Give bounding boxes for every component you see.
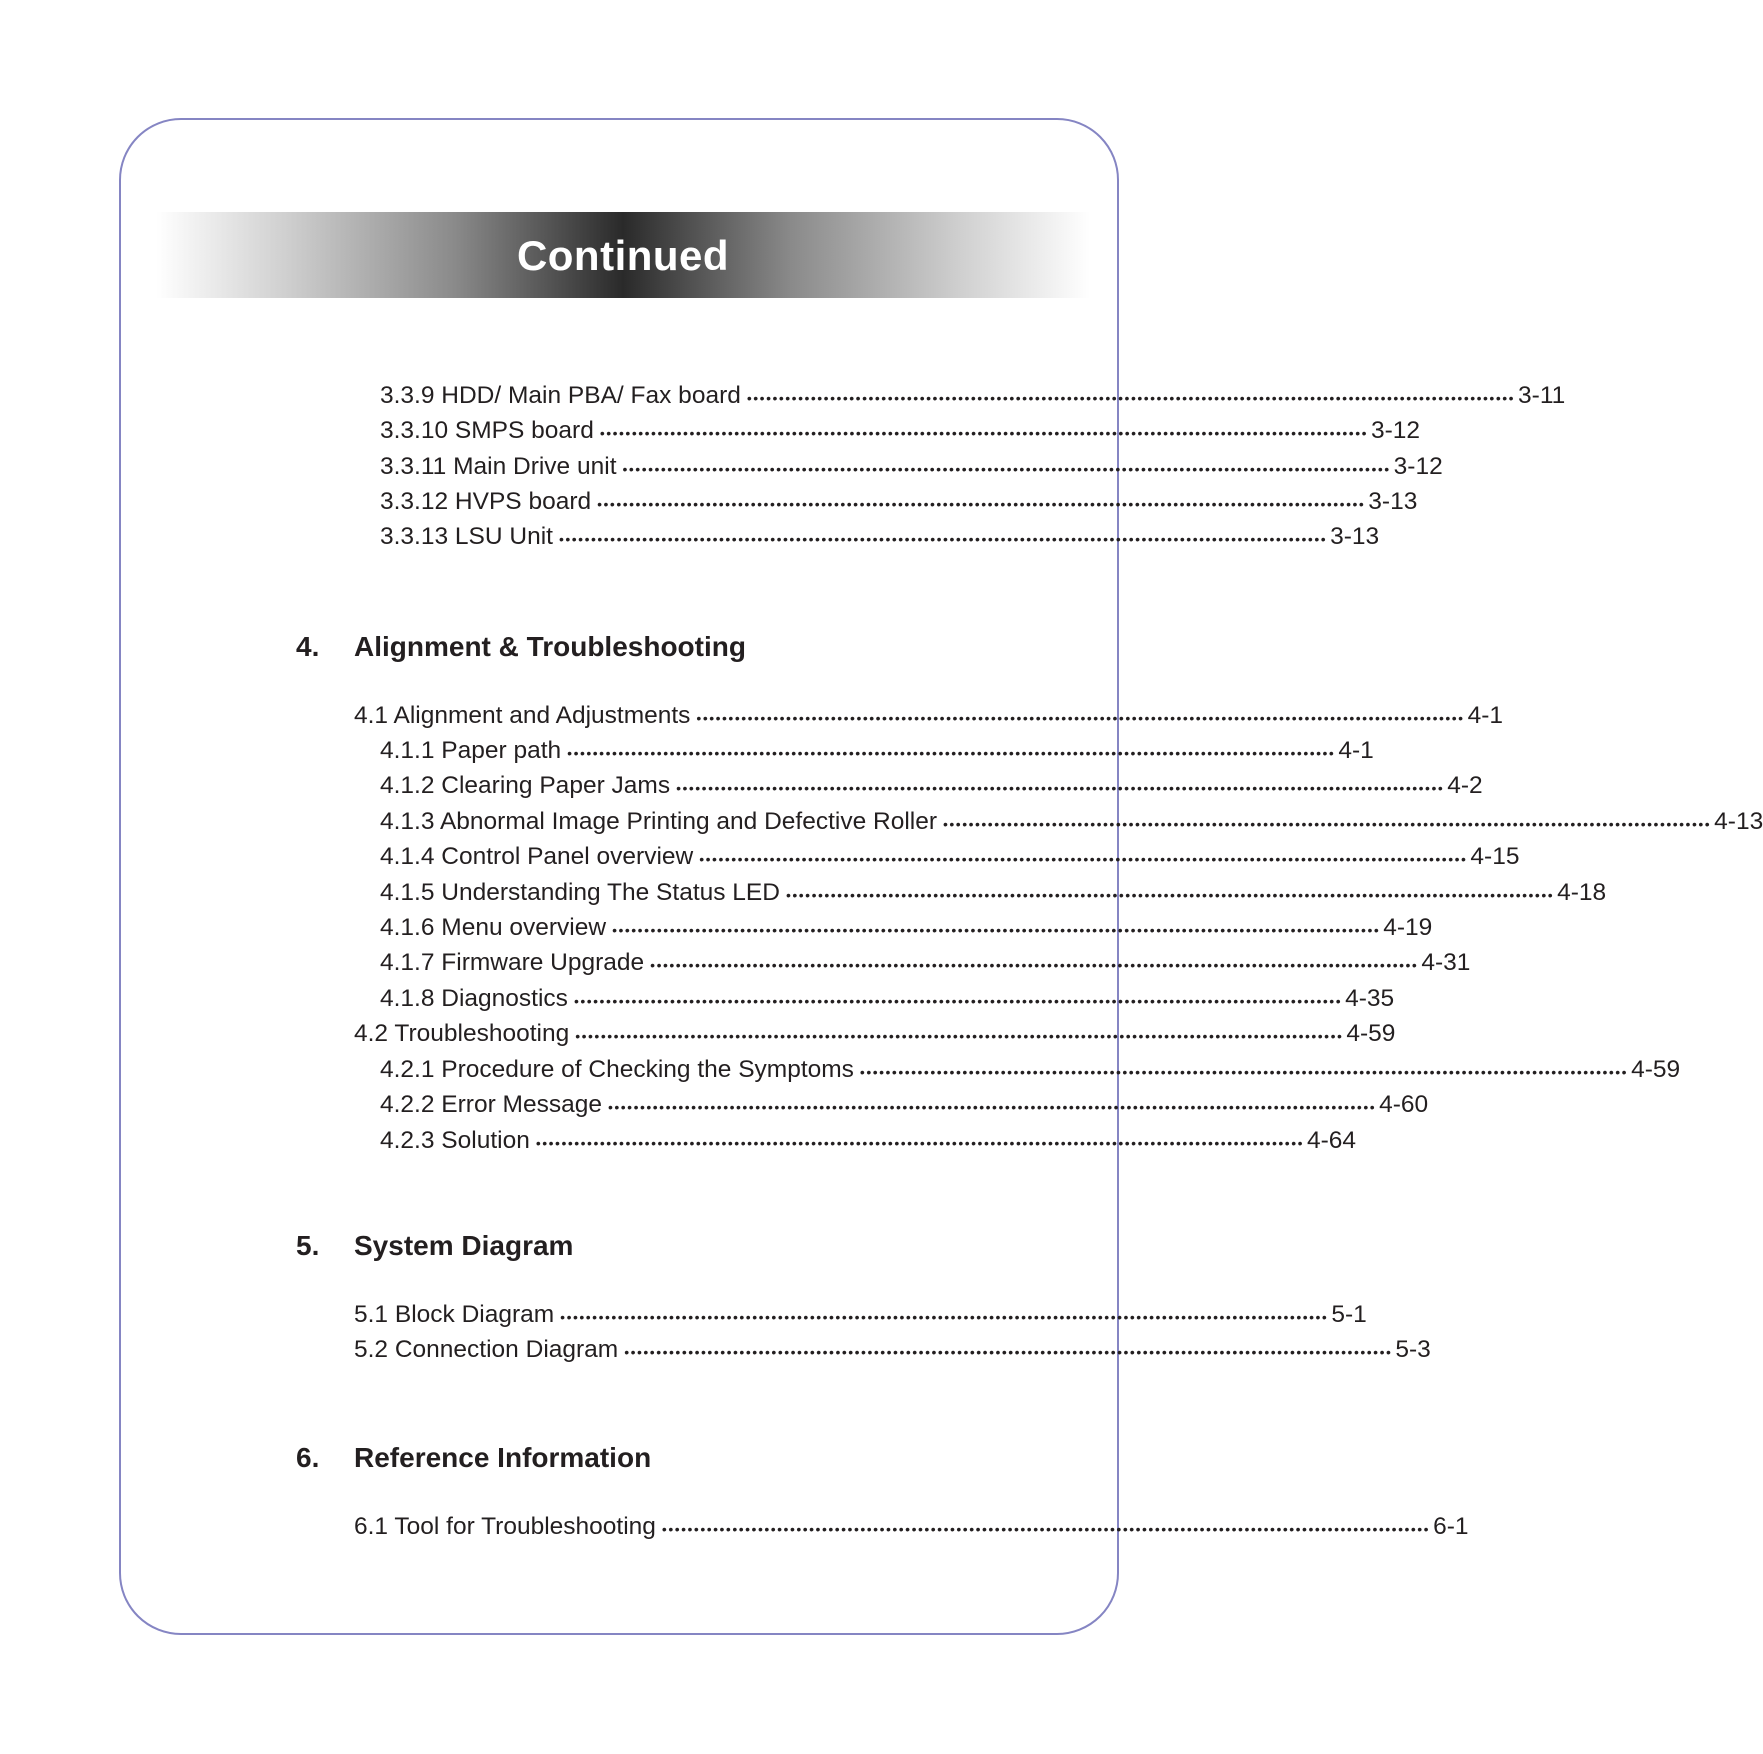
toc-entry[interactable] bbox=[354, 1333, 1431, 1367]
toc-entry-page: 3-12 bbox=[1393, 453, 1443, 480]
section-number: 6. bbox=[296, 1442, 320, 1473]
toc-entry-page: 6-1 bbox=[1433, 1513, 1469, 1540]
dot-leader: •••••••••••••••••••••••••••••••••••••••••••••••••••••••••••••••••••••••••••••••••••••••••••••••••••••••••••••••••••••••• bbox=[676, 780, 1445, 796]
toc-entry-page: 4-15 bbox=[1470, 843, 1520, 870]
section-number: 4. bbox=[296, 631, 320, 662]
dot-leader: •••••••••••••••••••••••••••••••••••••••••••••••••••••••••••••••••••••••••••••••••••••••••••••••••••••••••••••••••••••••• bbox=[567, 745, 1336, 761]
toc-entry-label: 4.1.6 Menu overview bbox=[380, 914, 607, 941]
toc-entry-label: 5.1 Block Diagram bbox=[354, 1301, 555, 1328]
section-title: System Diagram bbox=[354, 1230, 574, 1261]
toc-entry-page: 5-1 bbox=[1331, 1301, 1367, 1328]
toc-entry[interactable] bbox=[380, 876, 1607, 910]
toc-entry[interactable] bbox=[380, 1124, 1357, 1158]
toc-entry-page: 3-11 bbox=[1518, 382, 1566, 409]
toc-entry-label: 4.1.2 Clearing Paper Jams bbox=[380, 772, 671, 799]
toc-entry[interactable] bbox=[354, 1017, 1396, 1051]
toc-entry[interactable] bbox=[380, 769, 1483, 803]
toc-entry[interactable] bbox=[380, 1088, 1429, 1122]
toc-entry-page: 3-12 bbox=[1371, 417, 1421, 444]
toc-entry-label: 3.3.11 Main Drive unit bbox=[380, 453, 617, 480]
section-number: 5. bbox=[296, 1230, 320, 1261]
dot-leader: •••••••••••••••••••••••••••••••••••••••••••••••••••••••••••••••••••••••••••••••••••••••••••••••••••••••••••••••••••••••• bbox=[943, 816, 1712, 832]
dot-leader: •••••••••••••••••••••••••••••••••••••••••••••••••••••••••••••••••••••••••••••••••••••••••••••••••••••••••••••••••••••••• bbox=[560, 1309, 1329, 1325]
dot-leader: •••••••••••••••••••••••••••••••••••••••••••••••••••••••••••••••••••••••••••••••••••••••••••••••••••••••••••••••••••••••• bbox=[859, 1064, 1629, 1080]
toc-entry[interactable] bbox=[380, 485, 1418, 519]
dot-leader: •••••••••••••••••••••••••••••••••••••••••••••••••••••••••••••••••••••••••••••••••••••••••••••••••••••••••••••••••••••••• bbox=[699, 851, 1468, 867]
toc-entry-page: 4-1 bbox=[1338, 737, 1374, 764]
toc-entry-label: 3.3.12 HVPS board bbox=[380, 488, 592, 515]
section-title: Alignment & Troubleshooting bbox=[354, 631, 746, 662]
toc-entry-label: 6.1 Tool for Troubleshooting bbox=[354, 1513, 656, 1540]
toc-entry[interactable] bbox=[380, 520, 1380, 554]
toc-entry-label: 4.2.3 Solution bbox=[380, 1127, 530, 1154]
toc-entry-page: 4-1 bbox=[1467, 702, 1504, 729]
toc-entry[interactable] bbox=[354, 1298, 1367, 1332]
dot-leader: •••••••••••••••••••••••••••••••••••••••••••••••••••••••••••••••••••••••••••••••••••••••••••••••••••••••••••••••••••••••• bbox=[558, 531, 1328, 547]
section-heading-4[interactable] bbox=[296, 630, 996, 664]
toc-entry-label: 4.1.3 Abnormal Image Printing and Defective Roller bbox=[380, 808, 937, 835]
toc-entry[interactable] bbox=[380, 450, 1443, 484]
toc-entry-label: 4.1 Alignment and Adjustments bbox=[354, 702, 691, 729]
toc-entry-label: 3.3.9 HDD/ Main PBA/ Fax board bbox=[380, 382, 741, 409]
dot-leader: •••••••••••••••••••••••••••••••••••••••••••••••••••••••••••••••••••••••••••••••••••••••••••••••••••••••••••••••••••••••• bbox=[597, 496, 1366, 512]
toc-entry-label: 4.1.7 Firmware Upgrade bbox=[380, 949, 645, 976]
toc-entry-page: 3-13 bbox=[1330, 523, 1380, 550]
toc-entry[interactable] bbox=[380, 982, 1395, 1016]
toc-entry-label: 4.2.1 Procedure of Checking the Symptoms bbox=[380, 1056, 854, 1083]
toc-entry-page: 4-19 bbox=[1383, 914, 1433, 941]
toc-entry-page: 4-18 bbox=[1557, 879, 1607, 906]
toc-entry-page: 5-3 bbox=[1395, 1336, 1431, 1363]
dot-leader: •••••••••••••••••••••••••••••••••••••••••••••••••••••••••••••••••••••••••••••••••••••••••••••••••••••••••••••••••••••••• bbox=[573, 993, 1343, 1009]
toc-entry[interactable] bbox=[380, 734, 1374, 768]
toc-entry[interactable] bbox=[380, 1053, 1681, 1087]
toc-entry-label: 4.1.4 Control Panel overview bbox=[380, 843, 694, 870]
continued-banner bbox=[156, 212, 1090, 298]
toc-entry-label: 4.2.2 Error Message bbox=[380, 1091, 602, 1118]
section-heading-6[interactable] bbox=[296, 1441, 996, 1475]
dot-leader: •••••••••••••••••••••••••••••••••••••••••••••••••••••••••••••••••••••••••••••••••••••••••••••••••••••••••••••••••••••••• bbox=[575, 1028, 1344, 1044]
toc-entry-label: 4.1.1 Paper path bbox=[380, 737, 562, 764]
toc-entry-label: 5.2 Connection Diagram bbox=[354, 1336, 619, 1363]
toc-entry-page: 3-13 bbox=[1368, 488, 1418, 515]
dot-leader: •••••••••••••••••••••••••••••••••••••••••••••••••••••••••••••••••••••••••••••••••••••••••••••••••••••••••••••••••••••••• bbox=[785, 887, 1555, 903]
dot-leader: •••••••••••••••••••••••••••••••••••••••••••••••••••••••••••••••••••••••••••••••••••••••••••••••••••••••••••••••••••••••• bbox=[622, 461, 1391, 477]
dot-leader: •••••••••••••••••••••••••••••••••••••••••••••••••••••••••••••••••••••••••••••••••••••••••••••••••••••••••••••••••••••••• bbox=[696, 710, 1465, 726]
toc-entry-label: 4.1.8 Diagnostics bbox=[380, 985, 568, 1012]
toc-entry-label: 4.2 Troubleshooting bbox=[354, 1020, 570, 1047]
toc-entry[interactable] bbox=[380, 911, 1433, 945]
dot-leader: •••••••••••••••••••••••••••••••••••••••••••••••••••••••••••••••••••••••••••••••••••••••••••••••••••••••••••••••••••••••• bbox=[535, 1135, 1305, 1151]
dot-leader: •••••••••••••••••••••••••••••••••••••••••••••••••••••••••••••••••••••••••••••••••••••••••••••••••••••••••••••••••••••••• bbox=[746, 390, 1516, 406]
toc-entry[interactable] bbox=[354, 1510, 1469, 1544]
toc-entry[interactable] bbox=[380, 946, 1471, 980]
dot-leader: •••••••••••••••••••••••••••••••••••••••••••••••••••••••••••••••••••••••••••••••••••••••••••••••••••••••••••••••••••••••• bbox=[624, 1344, 1393, 1360]
dot-leader: •••••••••••••••••••••••••••••••••••••••••••••••••••••••••••••••••••••••••••••••••••••••••••••••••••••••••••••••••••••••• bbox=[650, 957, 1419, 973]
section-heading-5[interactable] bbox=[296, 1229, 996, 1263]
dot-leader: •••••••••••••••••••••••••••••••••••••••••••••••••••••••••••••••••••••••••••••••••••••••••••••••••••••••••••••••••••••••• bbox=[612, 922, 1381, 938]
toc-entry-label: 3.3.13 LSU Unit bbox=[380, 523, 553, 550]
toc-entry[interactable] bbox=[380, 805, 1763, 839]
toc-entry-page: 4-60 bbox=[1379, 1091, 1429, 1118]
toc-entry-page: 4-59 bbox=[1346, 1020, 1396, 1047]
toc-entry[interactable] bbox=[380, 840, 1520, 874]
dot-leader: •••••••••••••••••••••••••••••••••••••••••••••••••••••••••••••••••••••••••••••••••••••••••••••••••••••••••••••••••••••••• bbox=[607, 1099, 1377, 1115]
dot-leader: •••••••••••••••••••••••••••••••••••••••••••••••••••••••••••••••••••••••••••••••••••••••••••••••••••••••••••••••••••••••• bbox=[661, 1521, 1431, 1537]
dot-leader: •••••••••••••••••••••••••••••••••••••••••••••••••••••••••••••••••••••••••••••••••••••••••••••••••••••••••••••••••••••••• bbox=[599, 425, 1368, 441]
banner-title: Continued bbox=[516, 232, 730, 279]
toc-entry-page: 4-31 bbox=[1421, 949, 1471, 976]
toc-entry-label: 4.1.5 Understanding The Status LED bbox=[380, 879, 780, 906]
toc-entry[interactable] bbox=[380, 414, 1421, 448]
toc-entry-page: 4-35 bbox=[1345, 985, 1395, 1012]
toc-entry[interactable] bbox=[354, 699, 1504, 733]
toc-entry-page: 4-13 bbox=[1714, 808, 1763, 835]
toc-entry-label: 3.3.10 SMPS board bbox=[380, 417, 594, 444]
toc-entry-page: 4-64 bbox=[1307, 1127, 1357, 1154]
toc-entry[interactable] bbox=[380, 379, 1566, 413]
toc-entry-page: 4-59 bbox=[1631, 1056, 1681, 1083]
toc-entry-page: 4-2 bbox=[1447, 772, 1483, 799]
section-title: Reference Information bbox=[354, 1442, 652, 1473]
